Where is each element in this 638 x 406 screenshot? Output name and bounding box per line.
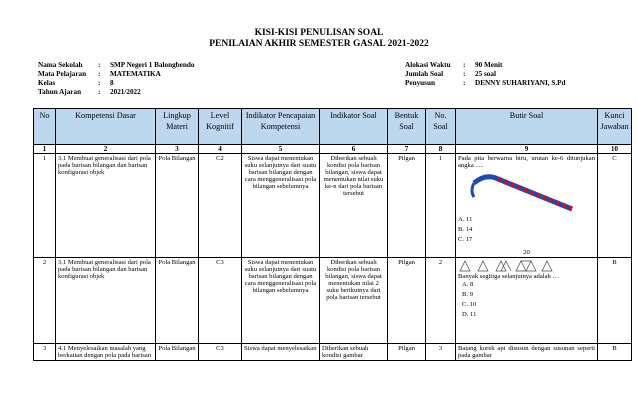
- meta-row: Alokasi Waktu : 90 Menit: [405, 61, 503, 69]
- cell-kd: 3.1 Membuat generalisasi dari pola pada barisan bilangan dan barisan konfigurasi objek: [56, 258, 156, 344]
- cell-indikator-soal: Diberikan sebuah kondisi pola barisan bilangan, siswa dapat menentukan nilai 2 suku berikutnya dari pola barisan tersebut: [320, 258, 388, 344]
- meta-row: Mata Pelajaran : MATEMATIKA: [38, 70, 161, 78]
- number-row: [34, 145, 632, 154]
- table-row: [34, 344, 632, 361]
- cell-nomor: 3: [426, 344, 456, 361]
- cell-level: C3: [199, 258, 242, 344]
- option: C. 17: [458, 236, 473, 243]
- header-cell: Indikator Soal: [320, 109, 388, 145]
- header-cell: Bentuk Soal: [388, 109, 426, 145]
- triangle-figure: [458, 259, 595, 273]
- cell-bentuk: Pilgan: [388, 154, 426, 258]
- number-cell: 10: [598, 145, 632, 154]
- cell-butir: [456, 258, 598, 344]
- number-cell: 2: [56, 145, 156, 154]
- question-text: Banyak segitiga selanjutnya adalah …: [458, 273, 560, 280]
- ribbon-image: [468, 169, 588, 213]
- cell-no: 3: [34, 344, 56, 361]
- number-cell: 4: [199, 145, 242, 154]
- cell-indikator-soal: Diberikan sebuah kondisi gambar: [320, 344, 388, 361]
- header-cell: Kunci Jawaban: [598, 109, 632, 145]
- option: D. 11: [462, 311, 477, 318]
- cell-kd: 4.1 Menyelesaikan masalah yang berkaitan dengan pola pada barisan: [56, 344, 156, 361]
- number-cell: 5: [242, 145, 320, 154]
- cell-indikator: Siswa dapat menentukan suku selanjutnya dari suatu barisan bilangan dengan cara menggeneralisasi pola bilangan sebelumnya: [242, 154, 320, 258]
- cell-kunci: B: [598, 344, 632, 361]
- cell-materi: Pola Bilangan: [156, 154, 199, 258]
- cell-indikator-soal: Diberikan sebuah kondisi pola barisan bilangan, siswa dapat menentukan nilai suku ke-n dari pola barisan tersebut: [320, 154, 388, 258]
- number-cell: 1: [34, 145, 56, 154]
- cell-nomor: 2: [426, 258, 456, 344]
- header-cell: Indikator Pencapaian Kompetensi: [242, 109, 320, 145]
- figure-label: 20: [523, 249, 530, 256]
- meta-row: Kelas : 8: [38, 79, 114, 87]
- cell-kunci: C: [598, 154, 632, 258]
- meta-left: [38, 61, 194, 97]
- meta-row: Penyusun : DENNY SUHARIYANI, S.Pd: [405, 79, 566, 87]
- document-title: KISI-KISI PENULISAN SOAL: [254, 28, 384, 38]
- header-cell: Kompetensi Dasar: [56, 109, 156, 145]
- ribbon-figure: [458, 169, 595, 215]
- header-cell: Lingkup Materi: [156, 109, 199, 145]
- cell-indikator: Siswa dapat menyelesaikan: [242, 344, 320, 361]
- cell-butir: [456, 154, 598, 258]
- cell-nomor: 1: [426, 154, 456, 258]
- number-cell: 9: [456, 145, 598, 154]
- meta-row: Tahun Ajaran : 2021/2022: [38, 88, 141, 96]
- option: B. 9: [462, 291, 473, 298]
- meta-right: [405, 61, 566, 88]
- table-row: [34, 154, 632, 258]
- cell-bentuk: Pilgan: [388, 258, 426, 344]
- cell-bentuk: Pilgan: [388, 344, 426, 361]
- option: A. 8: [462, 281, 474, 288]
- number-cell: 3: [156, 145, 199, 154]
- option: C. 10: [462, 301, 477, 308]
- cell-materi: Pola Bilangan: [156, 344, 199, 361]
- number-cell: 7: [388, 145, 426, 154]
- document-subtitle: PENILAIAN AKHIR SEMESTER GASAL 2021-2022: [209, 39, 429, 49]
- question-text: Pada pita berwarna biru, urutan ke-6 ditunjukan angka .....: [458, 155, 595, 169]
- cell-no: 1: [34, 154, 56, 258]
- options: [458, 280, 595, 320]
- cell-level: C3: [199, 344, 242, 361]
- header-cell: Level Kognitif: [199, 109, 242, 145]
- header-cell: No. Soal: [426, 109, 456, 145]
- option: A. 11: [458, 216, 473, 223]
- options: [458, 215, 595, 245]
- header-cell: No: [34, 109, 56, 145]
- header-row: [34, 109, 632, 145]
- meta-row: Nama Sekolah : SMP Negeri 1 Balongbendo: [38, 61, 195, 69]
- cell-indikator: Siswa dapat menentukan suku selanjutnya dari suatu barisan bilangan dengan cara menggeneralisasi pola bilangan sebelumnya: [242, 258, 320, 344]
- number-cell: 8: [426, 145, 456, 154]
- number-cell: 6: [320, 145, 388, 154]
- cell-level: C2: [199, 154, 242, 258]
- header-cell: Butir Soal: [456, 109, 598, 145]
- kisi-kisi-table: [33, 108, 632, 361]
- meta-row: Jumlah Soal : 25 soal: [405, 70, 496, 78]
- table-row: [34, 258, 632, 344]
- cell-butir: Batang korek api disusun dengan susunan seperti pada gambar: [456, 344, 598, 361]
- triangles-image: [458, 259, 558, 272]
- cell-no: 2: [34, 258, 56, 344]
- cell-kunci: B: [598, 258, 632, 344]
- cell-materi: Pola Bilangan: [156, 258, 199, 344]
- option: B. 14: [458, 226, 473, 233]
- cell-kd: 3.1 Membuat generalisasi dari pola pada barisan bilangan dan barisan konfigurasi objek: [56, 154, 156, 258]
